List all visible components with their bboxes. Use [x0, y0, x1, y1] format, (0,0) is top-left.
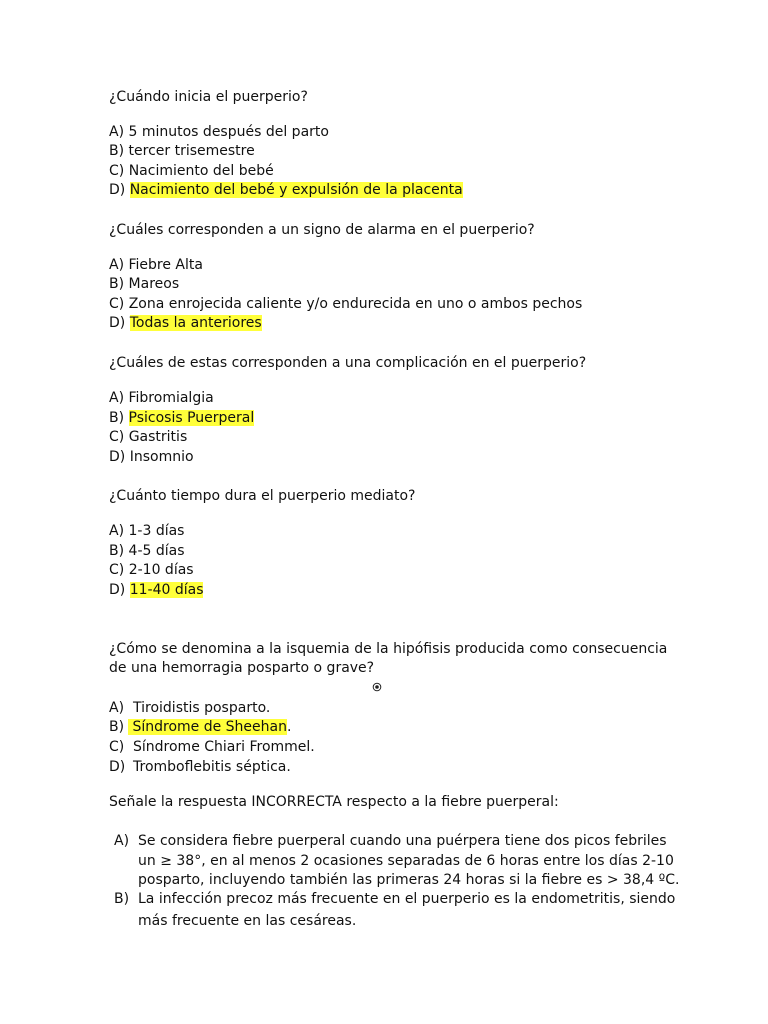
- option-letter: A): [109, 257, 125, 273]
- question-2-option-c: [109, 295, 582, 314]
- option-text: Insomnio: [129, 449, 194, 465]
- question-4-text: ¿Cuánto tiempo dura el puerperio mediato?: [109, 488, 416, 504]
- question-6-option-a-line-1: Se considera fiebre puerperal cuando una puérpera tiene dos picos febriles: [138, 833, 667, 849]
- highlighted-answer: Todas la anteriores: [129, 315, 262, 331]
- option-letter: C): [109, 562, 125, 578]
- option-text: Nacimiento del bebé: [128, 163, 274, 179]
- option-letter: C): [109, 296, 125, 312]
- option-letter: B): [109, 276, 125, 292]
- option-text: 5 minutos después del parto: [128, 124, 329, 140]
- question-6-option-a-letter: A): [114, 833, 130, 849]
- question-1-option-c: [109, 162, 274, 181]
- question-6-option-a-line-2: un ≥ 38°, en al menos 2 ocasiones separadas de 6 horas entre los días 2-10: [138, 853, 674, 869]
- question-5-text-line-1: ¿Cómo se denomina a la isquemia de la hipófisis producida como consecuencia: [109, 641, 668, 657]
- question-4-option-d: [109, 581, 203, 600]
- option-letter: D): [109, 582, 126, 598]
- question-2-option-b: [109, 275, 179, 294]
- question-2-option-d: [109, 314, 262, 333]
- option-letter: D): [109, 449, 126, 465]
- question-5-option-c-letter: C): [109, 739, 125, 755]
- option-text: Fiebre Alta: [128, 257, 203, 273]
- question-5-option-a-text: Tiroidistis posparto.: [133, 700, 271, 716]
- option-text: 4-5 días: [128, 543, 185, 559]
- question-3-text: ¿Cuáles de estas corresponden a una complicación en el puerperio?: [109, 355, 587, 371]
- option-text: Síndrome de Sheehan: [132, 719, 287, 735]
- option-letter: C): [109, 429, 125, 445]
- option-letter: A): [109, 124, 125, 140]
- question-3-option-a: [109, 389, 214, 408]
- question-2-option-a: [109, 256, 203, 275]
- question-5-option-a-letter: A): [109, 700, 125, 716]
- highlighted-answer: [128, 719, 287, 735]
- highlighted-answer: Psicosis Puerperal: [128, 410, 255, 426]
- option-text: tercer trisemestre: [128, 143, 255, 159]
- question-6-option-b-line-1: La infección precoz más frecuente en el puerperio es la endometritis, siendo: [138, 891, 676, 907]
- option-text: 2-10 días: [128, 562, 194, 578]
- highlighted-answer: Nacimiento del bebé y expulsión de la placenta: [129, 182, 463, 198]
- question-6-option-a-line-3: posparto, incluyendo también las primeras 24 horas si la fiebre es > 38,4 ºC.: [138, 872, 680, 888]
- question-6-option-b-line-2: más frecuente en las cesáreas.: [138, 913, 357, 929]
- question-5-option-c-text: Síndrome Chiari Frommel.: [133, 739, 315, 755]
- question-5-option-d-text: Tromboflebitis séptica.: [133, 759, 291, 775]
- option-letter: D): [109, 315, 126, 331]
- option-letter: B): [109, 143, 125, 159]
- option-text: 1-3 días: [128, 523, 185, 539]
- question-6-option-b-letter: B): [114, 891, 130, 907]
- question-4-option-c: [109, 561, 194, 580]
- question-2-text: ¿Cuáles corresponden a un signo de alarma en el puerperio?: [109, 222, 535, 238]
- question-5-option-b-letter: B): [109, 719, 125, 735]
- question-1-option-b: [109, 142, 255, 161]
- option-letter: A): [109, 390, 125, 406]
- option-letter: D): [109, 182, 126, 198]
- question-3-option-b: [109, 409, 254, 428]
- option-letter: C): [109, 163, 125, 179]
- option-text: Mareos: [128, 276, 180, 292]
- radio-cursor-icon: [372, 682, 382, 692]
- question-4-option-b: [109, 542, 185, 561]
- option-suffix: .: [286, 719, 292, 735]
- question-1-text: ¿Cuándo inicia el puerperio?: [109, 89, 308, 105]
- option-text: Fibromialgia: [128, 390, 214, 406]
- option-letter: B): [109, 543, 125, 559]
- highlighted-answer: 11-40 días: [129, 582, 204, 598]
- question-1-option-a: [109, 123, 329, 142]
- question-1-option-d: [109, 181, 463, 200]
- question-5-text-line-2: de una hemorragia posparto o grave?: [109, 660, 375, 676]
- question-6-text: Señale la respuesta INCORRECTA respecto a la fiebre puerperal:: [109, 794, 559, 810]
- question-5-option-b: [128, 718, 291, 737]
- option-letter: B): [109, 410, 125, 426]
- option-text: Gastritis: [128, 429, 188, 445]
- question-3-option-c: [109, 428, 187, 447]
- option-text: Zona enrojecida caliente y/o endurecida en uno o ambos pechos: [128, 296, 583, 312]
- question-4-option-a: [109, 522, 184, 541]
- question-3-option-d: [109, 448, 194, 467]
- question-5-option-d-letter: D): [109, 759, 126, 775]
- option-letter: A): [109, 523, 125, 539]
